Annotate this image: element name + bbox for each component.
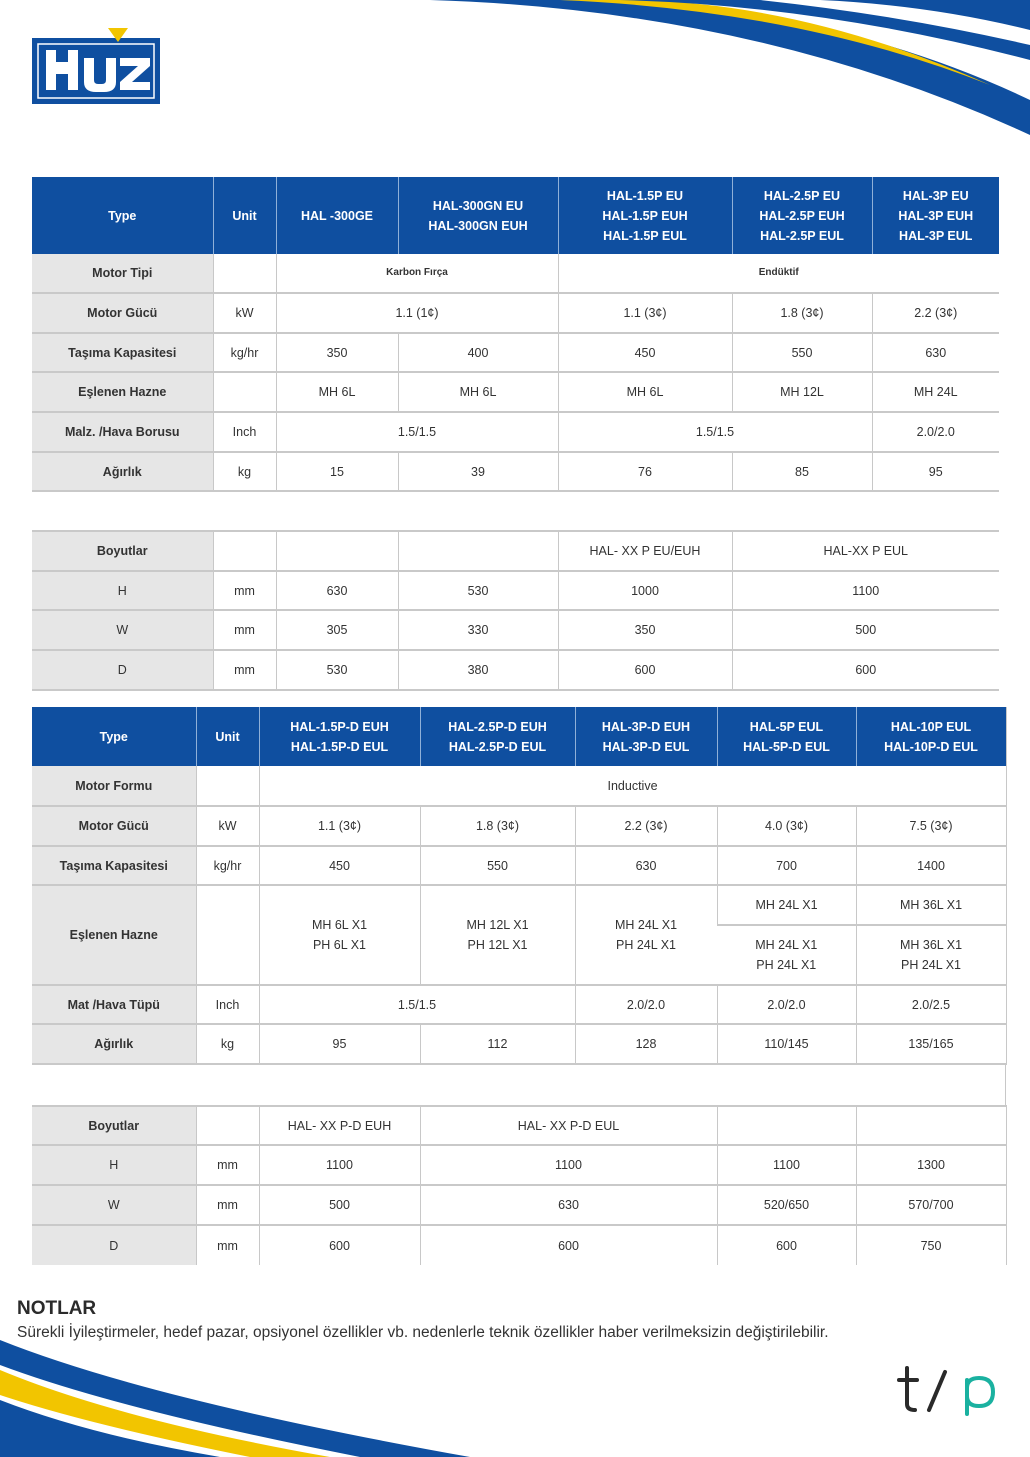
cell: 450 (259, 846, 420, 885)
header-model: HAL-2.5P EU HAL-2.5P EUH HAL-2.5P EUL (732, 177, 872, 254)
table-row (32, 571, 999, 610)
cell: 110/145 (717, 1024, 856, 1064)
row-label: Motor Tipi (32, 254, 213, 293)
cell: 2.0/2.0 (872, 412, 999, 452)
cell: 530 (398, 571, 558, 610)
header-model: HAL-1.5P-D EUH HAL-1.5P-D EUL (259, 707, 420, 766)
row-label: Motor Gücü (32, 293, 213, 333)
cell: MH 6L (276, 372, 398, 412)
cell: 530 (276, 650, 398, 690)
row-unit: kg (196, 1024, 259, 1064)
cell: MH 24L X1 PH 24L X1 (575, 885, 717, 985)
cell: 600 (732, 650, 999, 690)
cell: 1000 (558, 571, 732, 610)
table-row (32, 985, 1006, 1024)
header-type: Type (32, 177, 213, 254)
cell: MH 12L X1 PH 12L X1 (420, 885, 575, 985)
row-unit: Inch (196, 985, 259, 1024)
cell: 1.8 (3¢) (420, 806, 575, 846)
notes-title: NOTLAR (17, 1298, 97, 1319)
cell: 570/700 (856, 1185, 1006, 1225)
cell: 500 (259, 1185, 420, 1225)
row-unit: kW (213, 293, 276, 333)
table-row (32, 846, 1006, 885)
row-unit: kW (196, 806, 259, 846)
cell: 1.8 (3¢) (732, 293, 872, 333)
cell: 700 (717, 846, 856, 885)
cell: 76 (558, 452, 732, 491)
cell: 380 (398, 650, 558, 690)
table-row (32, 531, 999, 571)
row-label: Ağırlık (32, 452, 213, 491)
cell: HAL- XX P-D EUL (420, 1106, 717, 1145)
table-row (32, 1145, 1006, 1185)
row-unit: kg/hr (196, 846, 259, 885)
header-unit: Unit (196, 707, 259, 766)
row-label: Taşıma Kapasitesi (32, 333, 213, 372)
cell: MH 24L (872, 372, 999, 412)
table-row (32, 885, 1006, 925)
company-logo (32, 28, 160, 104)
header-model: HAL-3P-D EUH HAL-3P-D EUL (575, 707, 717, 766)
cell: 600 (420, 1225, 717, 1265)
cell: 630 (276, 571, 398, 610)
row-label: Taşıma Kapasitesi (32, 846, 196, 885)
spec-table-2 (32, 707, 1007, 1065)
header-model: HAL-10P EUL HAL-10P-D EUL (856, 707, 1006, 766)
cell: 4.0 (3¢) (717, 806, 856, 846)
row-label: Boyutlar (32, 531, 213, 571)
cell: 400 (398, 333, 558, 372)
header-unit: Unit (213, 177, 276, 254)
cell: 600 (717, 1225, 856, 1265)
cell: 1.5/1.5 (276, 412, 558, 452)
cell (276, 531, 398, 571)
cell: 550 (732, 333, 872, 372)
row-label: W (32, 1185, 196, 1225)
row-unit (213, 531, 276, 571)
row-label: Eşlenen Hazne (32, 372, 213, 412)
dimensions-table-1 (32, 530, 999, 691)
header-model: HAL-300GN EU HAL-300GN EUH (398, 177, 558, 254)
cell: 630 (420, 1185, 717, 1225)
row-unit: mm (196, 1185, 259, 1225)
cell: MH 12L (732, 372, 872, 412)
cell: MH 36L X1 (856, 885, 1006, 925)
cell: 350 (558, 610, 732, 650)
cell: 2.0/2.0 (575, 985, 717, 1024)
row-unit: Inch (213, 412, 276, 452)
table-row (32, 1185, 1006, 1225)
row-label: Boyutlar (32, 1106, 196, 1145)
row-unit (196, 1106, 259, 1145)
cell: 95 (872, 452, 999, 491)
cell: MH 36L X1 PH 24L X1 (856, 925, 1006, 985)
cell: 135/165 (856, 1024, 1006, 1064)
cell (717, 1106, 856, 1145)
table-row (32, 372, 999, 412)
cell: 85 (732, 452, 872, 491)
cell: MH 24L X1 (717, 885, 856, 925)
spec-table-1 (32, 177, 999, 492)
cell: 750 (856, 1225, 1006, 1265)
cell: 2.2 (3¢) (872, 293, 999, 333)
header-type: Type (32, 707, 196, 766)
row-unit: mm (196, 1145, 259, 1185)
header-model: HAL-3P EU HAL-3P EUH HAL-3P EUL (872, 177, 999, 254)
table-row (32, 1106, 1006, 1145)
cell: 1100 (420, 1145, 717, 1185)
cell: 450 (558, 333, 732, 372)
row-unit: mm (213, 571, 276, 610)
cell: 95 (259, 1024, 420, 1064)
bottom-swoosh-decoration (0, 1340, 1030, 1457)
cell: 2.0/2.0 (717, 985, 856, 1024)
cell: MH 6L (398, 372, 558, 412)
row-label: H (32, 571, 213, 610)
cell: 128 (575, 1024, 717, 1064)
row-unit: mm (196, 1225, 259, 1265)
cell: 630 (872, 333, 999, 372)
cell: 630 (575, 846, 717, 885)
cell: HAL- XX P-D EUH (259, 1106, 420, 1145)
row-unit: mm (213, 610, 276, 650)
table-row (32, 333, 999, 372)
cell: 500 (732, 610, 999, 650)
row-label: Motor Gücü (32, 806, 196, 846)
cell: 600 (259, 1225, 420, 1265)
table-row (32, 610, 999, 650)
table-row (32, 650, 999, 690)
row-label: Eşlenen Hazne (32, 885, 196, 985)
cell: 1.5/1.5 (558, 412, 872, 452)
row-label: Malz. /Hava Borusu (32, 412, 213, 452)
header-model: HAL-5P EUL HAL-5P-D EUL (717, 707, 856, 766)
table-row (32, 806, 1006, 846)
cell: 7.5 (3¢) (856, 806, 1006, 846)
row-label: D (32, 650, 213, 690)
cell: Endüktif (558, 254, 999, 293)
table-row (32, 452, 999, 491)
cell: 1.1 (1¢) (276, 293, 558, 333)
table-row (32, 293, 999, 333)
cell: 2.0/2.5 (856, 985, 1006, 1024)
table-row (32, 1024, 1006, 1064)
cell: 520/650 (717, 1185, 856, 1225)
cell: 600 (558, 650, 732, 690)
dimensions-table-2 (32, 1105, 1007, 1265)
table-row (32, 254, 999, 293)
cell: MH 6L (558, 372, 732, 412)
cell: 1100 (717, 1145, 856, 1185)
row-unit: kg/hr (213, 333, 276, 372)
row-label: Ağırlık (32, 1024, 196, 1064)
cell: Karbon Fırça (276, 254, 558, 293)
cell: 15 (276, 452, 398, 491)
row-label: H (32, 1145, 196, 1185)
header-model: HAL-2.5P-D EUH HAL-2.5P-D EUL (420, 707, 575, 766)
cell: MH 6L X1 PH 6L X1 (259, 885, 420, 985)
cell: 1300 (856, 1145, 1006, 1185)
cell (398, 531, 558, 571)
row-unit: kg (213, 452, 276, 491)
table-spacer (32, 1065, 1006, 1105)
row-label: W (32, 610, 213, 650)
table-row (32, 412, 999, 452)
cell: 112 (420, 1024, 575, 1064)
row-unit (196, 766, 259, 806)
table-row (32, 1225, 1006, 1265)
row-unit: mm (213, 650, 276, 690)
table-row (32, 766, 1006, 806)
cell: 1100 (259, 1145, 420, 1185)
row-unit (213, 254, 276, 293)
cell: 1100 (732, 571, 999, 610)
cell: HAL-XX P EUL (732, 531, 999, 571)
row-label: D (32, 1225, 196, 1265)
header-model: HAL -300GE (276, 177, 398, 254)
cell: 1.1 (3¢) (259, 806, 420, 846)
cell: 2.2 (3¢) (575, 806, 717, 846)
cell: MH 24L X1 PH 24L X1 (717, 925, 856, 985)
cell: 550 (420, 846, 575, 885)
header-model: HAL-1.5P EU HAL-1.5P EUH HAL-1.5P EUL (558, 177, 732, 254)
row-label: Motor Formu (32, 766, 196, 806)
cell: 305 (276, 610, 398, 650)
cell: 1400 (856, 846, 1006, 885)
row-unit (213, 372, 276, 412)
cell: 39 (398, 452, 558, 491)
cell: 1.5/1.5 (259, 985, 575, 1024)
cell: HAL- XX P EU/EUH (558, 531, 732, 571)
cell: 1.1 (3¢) (558, 293, 732, 333)
row-unit (196, 885, 259, 985)
cell: 350 (276, 333, 398, 372)
cell: Inductive (259, 766, 1006, 806)
cell: 330 (398, 610, 558, 650)
notes-text: Sürekli İyileştirmeler, hedef pazar, opsiyonel özellikler vb. nedenlerle teknik özellikler haber verilmeksizin değiştirilebilir. (17, 1324, 829, 1341)
tsp-logo (893, 1358, 1003, 1418)
cell (856, 1106, 1006, 1145)
row-label: Mat /Hava Tüpü (32, 985, 196, 1024)
